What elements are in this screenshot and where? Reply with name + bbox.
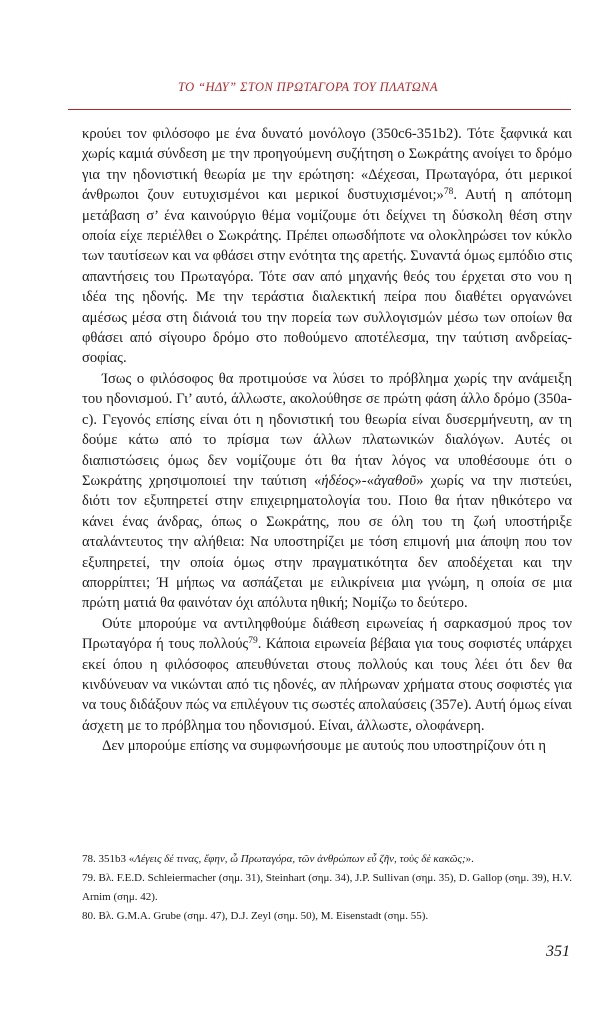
footnote-ref-78: 78 <box>443 187 454 198</box>
paragraph-4: Δεν μπορούμε επίσης να συμφωνήσουμε με αυτούς που υποστηρίζουν ότι η <box>102 738 546 755</box>
footnote-78-ref: 78. 351b3 « <box>82 853 135 865</box>
paragraph-1 <box>82 124 572 369</box>
footnotes <box>82 850 572 926</box>
footnote-ref-79: 79 <box>248 636 258 647</box>
footnote-78-quote: Λέγεις δέ τινας, ἔφην, ὦ Πρωταγόρα, τῶν ἀνθρώπων εὖ ζῆν, τοὺς δὲ κακῶς; <box>134 853 466 865</box>
greek-term-hedeos: ἡδέος <box>321 472 355 489</box>
paragraph-3 <box>82 614 572 736</box>
running-title: ΤΟ “ΗΔΥ” ΣΤΟΝ ΠΡΩΤΑΓΟΡΑ ΤΟΥ ΠΛΑΤΩΝΑ <box>178 80 438 94</box>
paragraph-3-text-a: Ούτε μπορούμε να αντιληφθούμε διάθεση ειρωνείας ή σαρκασμού προς τον Πρωταγόρα ή τους πολλούς <box>82 615 572 653</box>
greek-term-agathou: ἀγαθοῦ <box>373 472 417 489</box>
paragraph-1-text-b: . Αυτή η απότομη μετάβαση σ’ ένα καινούργιο θέμα νομίζουμε ότι δείχνει τη δύσκολη θέση στην οποία είχε περιέλθει ο Σωκράτης. Πρέπει οπωσδήποτε να ολοκληρώσει τον κύκλο των ταυτίσεων και να φθάσει στην ενότητα της αρετής. Συναντά όμως εμπόδιο στις απαντήσεις του Πρωταγόρα. Τότε σαν από μηχανής θεός του έρχεται στο νου η ιδέα της ηδονής. Με την τεράστια διαλεκτική πείρα που διαθέτει οργανώνει αμέσως μέσα στη διάνοιά του την πορεία των συλλογισμών μέσω των οποίων θα φθάσει από σίγουρο δρόμο στο ποθούμενο αποτέλεσμα, την ταύτιση ανδρείας-σοφίας. <box>82 187 572 367</box>
paragraph-2-quote-join: »-« <box>354 472 374 489</box>
paragraph-2-text-b: » χωρίς να την πιστεύει, διότι τον εξυπηρετεί στην επιχειρηματολογία του. Ποιο θα ήταν ηθικότερο να κάνει ένας άνδρας, όπως ο Σωκράτης, που σε όλη του τη ζωή υποστήριξε αταλάντευτος την αλήθεια: Να υποστηρίζει με τόση επιμονή μια άποψη που τον εξυπηρετεί, την οποία όμως στην πραγματικότητα δεν αποδέχεται και την απορρίπτει; Ή μήπως να ασπάζεται με ειλικρίνεια μια γνώμη, η οποία σε μια πρώτη ματιά θα φαινόταν όχι απόλυτα ηθική; Νομίζω το δεύτερο. <box>82 472 572 612</box>
footnote-79: 79. Βλ. F.E.D. Schleiermacher (σημ. 31), Steinhart (σημ. 34), J.P. Sullivan (σημ. 35), D. Gallop (σημ. 39), H.V. Arnim (σημ. 42). <box>82 872 572 903</box>
page-number: 351 <box>546 943 570 960</box>
paragraph-1-text-a: κρούει τον φιλόσοφο με ένα δυνατό μονόλογο (350c6-351b2). Τότε ξαφνικά και χωρίς καμιά σύνδεση με την προηγούμενη συζήτηση ο Σωκράτης ανοίγει το δρόμο για την ηδονιστική θεωρία με την ερώτηση: «Δέχεσαι, Πρωταγόρα, ότι μερικοί άνθρωποι ζουν ευτυχισμένοι και μερικοί δυστυχισμένοι;» <box>82 126 572 204</box>
header-rule <box>68 109 571 110</box>
footnote-80: 80. Βλ. G.M.A. Grube (σημ. 47), D.J. Zeyl (σημ. 50), M. Eisenstadt (σημ. 55). <box>82 910 429 922</box>
paragraph-3-text-b: . Κάποια ειρωνεία βέβαια για τους σοφιστές υπάρχει εκεί όπου η φιλόσοφος απευθύνεται στους πολλούς και τους λέει ότι δεν θα κινδύνευαν να νικώνται από τις ηδονές, αν πλήρωναν χρήματα στους σοφιστές για να τους διδάξουν πώς να επιλέγουν τις σωστές απολαύσεις (357e). Αυτή όμως είναι άσχετη με το πρόβλημα του ηδονισμού. Είναι, άλλωστε, ολοφάνερη. <box>82 636 572 734</box>
paragraph-2 <box>82 369 572 614</box>
footnote-78-end: ». <box>465 853 474 865</box>
main-text <box>82 124 572 757</box>
footnote-78 <box>82 850 572 869</box>
paragraph-2-text-a: Ίσως ο φιλόσοφος θα προτιμούσε να λύσει το πρόβλημα χωρίς την ανάμειξη του ηδονισμού. Γι’ αυτό, άλλωστε, ακολούθησε σε πρώτη φάση άλλο δρόμο (350a-c). Γεγονός επίσης είναι ότι η ηδονιστική του θεωρία είναι δυσερμήνευτη, αν τη δούμε κάτω από το πρίσμα των άλλων πλατωνικών διαλόγων. Αυτές οι διαπιστώσεις όμως δεν νομίζουμε ότι θα ήταν λόγος να υποθέσουμε ότι ο Σωκράτης χρησιμοποιεί την ταύτιση « <box>82 370 572 489</box>
